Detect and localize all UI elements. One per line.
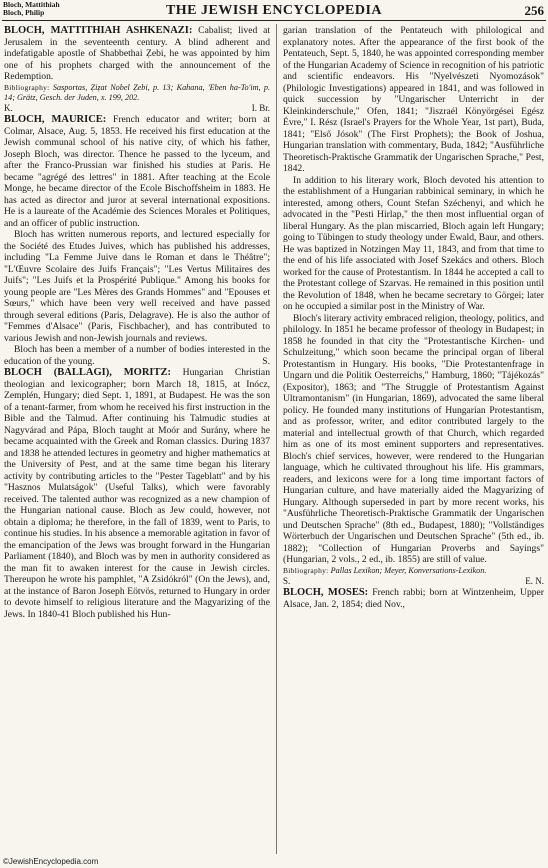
signature: S. (262, 355, 270, 367)
header-rule (2, 20, 546, 21)
bibliography-label: Bibliography: (283, 565, 329, 575)
paragraph: Bloch has written numerous reports, and lectured especially for the Société des Etudes Juives, which has published his addresses, including "La Femme Juive dans le Roman et dans le Théâtre"; "L'Œuvre Scolaire des Juifs Français"; "Les Vertus Militaires des Juifs"; "Les Juifs et la Prospérité Publique." Among his books for young people are "Les Mères des Grands Hommes" and "Epouses et Sœurs," which have been very well received and have passed through several editions (Paris, Delagrave). He is also the author of "Femmes d'Alsace" (Paris, Fischbacher), and has contributed to various Jewish and non-Jewish journals and reviews. (4, 229, 270, 344)
signature-left: S. (283, 575, 291, 586)
page-number: 256 (524, 3, 544, 18)
encyclopedia-title: THE JEWISH ENCYCLOPEDIA (165, 3, 383, 18)
left-column (4, 25, 270, 620)
signature-right: E. N. (525, 575, 544, 586)
running-head-1: Bloch, Mattithiah (3, 0, 60, 9)
bibliography (283, 566, 544, 576)
entry-moses (283, 587, 544, 610)
footer-credit: ©JewishEncyclopedia.com (3, 857, 99, 866)
signature-row (283, 576, 544, 588)
entry-heading: BLOCH, MOSES: (283, 587, 369, 598)
entry-text: French educator and writer; born at Colmar, Alsace, Aug. 5, 1853. He received his first education at the Jewish communal school of his native city, of which his father, Joseph Bloch, was director. Thence he passed to the lyceum, and after the Franco-Prussian war finished his studies at Paris. He became "agrégé des lettres" in 1881. After teaching at the Ecole Monge, he became director of the Ecole Bischoffsheim in 1883. He has acted as director and juror at several international expositions. He is a laureate of the Académie des Sciences Morales et Politiques, and an officer of public instruction. (4, 114, 270, 229)
entry-text: Cabalist; lived at Jerusalem in the seventeenth century. A blind adherent and indefatigable apostle of Shabbethai Ẓebi, he was appointed by him one of his prophets charged with the announcement of the Redemption. (4, 25, 270, 82)
entry-moritz (4, 367, 270, 620)
entry-heading: BLOCH (BALLAGI), MORITZ: (4, 367, 171, 378)
column-divider (276, 24, 277, 854)
paragraph: In addition to his literary work, Bloch devoted his attention to the establishment of a Hungarian rabbinical seminary, in which he interested, among others, Count Stefan Széchenyi, and which he advocated in the "Pesti Hirlap," the then most influential organ of liberal Hungary. As the plan miscarried, Bloch again left Hungary; going to Tübingen to study theology under Ewald, Baur, and others. He was baptized in Notzingen May 11, 1843, and from that time to the end of his life associated with Josef Szekács and others. Bloch worked for the cause of Protestantism. In 1844 he accepted a call to the Protestant college of Szarvas. He remained in this position until the Revolution of 1848, when he became secretary to Görgei; later on he occupied a similar post in the Ministry of War. (283, 174, 544, 312)
signature-right: I. Br. (251, 102, 270, 113)
signature-left: K. (4, 102, 13, 113)
bibliography (4, 83, 270, 103)
paragraph: garian translation of the Pentateuch with philological and explanatory notes. After the appearance of the first book of the Pentateuch, Sept. 5, 1840, he was appointed corresponding member of the Hungarian Academy of Science in recognition of his patriotic and scientific endeavors. His "Nyelvészeti Nyomozások" (Philologic Investigations) appeared in 1841, and was followed in quick succession by "Ungarischer Unterricht in der Kleinkinderschule," Ofen, 1841; "Jiszraél Könyörgései Egész Évre," I. Rész (Israel's Prayers for the Whole Year, 1st part), Buda, 1841; "Első Jósok" (The First Prophets); the Book of Joshua, Hungarian translation with commentary, Buda, 1842; "Ausführliche Theoretisch-Praktische Grammatik der Ungarischen Sprache," Pest, 1842. (283, 25, 544, 174)
entry-mattithiah (4, 25, 270, 83)
bibliography-text: Sasportas, Ẓiẓat Nobel Ẓebi, p. 13; Kahana, 'Eben ha-To'im, p. 14; Grätz, Gesch. der Juden, x. 199, 202. (4, 82, 271, 102)
bibliography-text: Pallas Lexikon; Meyer, Konversations-Lexikon. (330, 565, 487, 575)
paragraph-text: Bloch has been a member of a number of bodies interested in the education of the young. (4, 344, 270, 367)
entry-text: Hungarian Christian theologian and lexicographer; born March 18, 1815, at Inócz, Zemplén, Hungary; died Sept. 1, 1891, at Budapest. He was the son of a tenant-farmer, from whom he received his first instruction in the Bible and the Talmud. After continuing his Talmudic studies at Nagyvárad and Pápa, Bloch taught at Moór and Surány, where he became acquainted with the Greek and Roman classics. During 1837 and 1838 he attended lectures in geometry and higher mathematics at the University of Pest, and at the same time began his literary activity by contributing articles to the "Pester Tageblatt" and by his "Hasznos Mulatságok" (Useful Talks), which were favorably received. The talented author was recognized as a new champion of the Hungarian national cause. Bloch as Jew could, however, not obtain a diploma; he therefore, in the fall of 1839, went to Paris, to continue his studies. In his absence a memorable agitation in favor of the emancipation of the Jews was brought forward in the Hungarian Parliament (1840), and Bloch was by men in authority considered as the man fit to awaken interest for the cause in Jewish circles. Thereupon he wrote his pamphlet, "A Zsidókról" (On the Jews), and, at the instance of Baron Joseph Eötvös, returned to Hungary in order to devote himself to religious literature and the Magyarizing of the Jews. In 1840-41 Bloch published his Hun- (4, 367, 270, 620)
entry-maurice (4, 114, 270, 229)
entry-text: French rabbi; born at Wintzenheim, Upper Alsace, Jan. 2, 1854; died Nov., (283, 587, 544, 610)
bibliography-label: Bibliography: (4, 82, 50, 92)
paragraph (4, 344, 270, 367)
running-head-2: Bloch, Philip (3, 8, 45, 17)
right-column (283, 25, 544, 610)
paragraph: Bloch's literary activity embraced religion, theology, politics, and philology. In 1851 he became professor of theology in Budapest; in 1858 he founded in that city the "Protestantische Kirchen- und Schulzeitung," which soon became the principal organ of liberal Protestantism in Hungary. His books, "Die Protestantenfrage in Ungarn und die Politik Oesterreichs," Hamburg, 1860; "Tájékozás" (Expositor), 1863; and "The Struggle of Protestantism Against Ultramontanism" (in Hungarian, 1869), advocated the same liberal policy. He founded many institutions of Hungarian Protestantism, and as professor, writer, and editor contributed largely to the material and intellectual growth of that Church, which regarded him as one of its most eminent supporters and representatives. Bloch's chief services, however, were rendered to the Hungarian language, which he cultivated throughout his life. His grammars, readers, and lexicons were for a long time important factors of Hungarian culture, and have materially aided the Magyarizing of Hungary. Although superseded in part by more recent works, his "Ausführliche Theoretisch-Praktische Grammatik der Ungarischen und Deutschen Sprache" (8th ed., Budapest, 1880); "Vollständiges Wörterbuch der Ungarischen und Deutschen Sprache" (5th ed., ib. 1882); "Collection of Hungarian Proverbs and Sayings" (Hungarian, 2 vols., 2 ed., ib. 1855) are still of value. (283, 312, 545, 565)
signature-row (4, 103, 270, 115)
entry-heading: BLOCH, MAURICE: (4, 114, 107, 125)
page-header (0, 0, 548, 22)
entry-heading: BLOCH, MATTITHIAH ASHKENAZI: (4, 25, 193, 36)
